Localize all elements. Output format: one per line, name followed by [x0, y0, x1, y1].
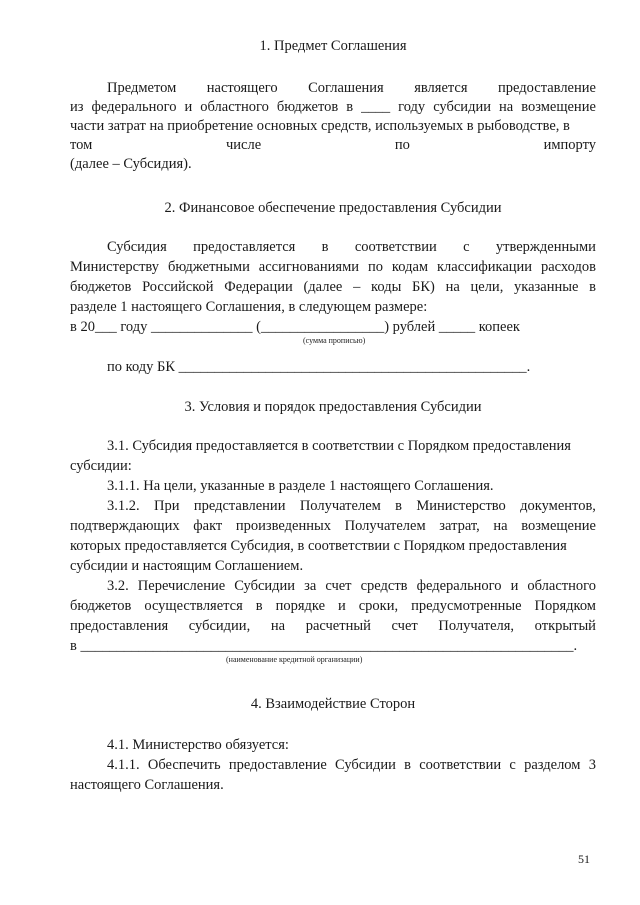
s3-line-0 [107, 437, 596, 455]
word: настоящего [206, 80, 278, 96]
word: с [509, 757, 516, 773]
word: возмещение [521, 518, 596, 534]
word: бюджетов [276, 99, 339, 115]
word: в [395, 498, 403, 514]
word: по [367, 259, 383, 275]
s3-line-1 [70, 457, 596, 475]
word: в [321, 239, 329, 255]
word: субсидии [433, 99, 491, 115]
word: бюджетов [70, 279, 132, 295]
word: (далее [303, 279, 343, 295]
word: на [498, 99, 514, 115]
s1-line-0 [107, 79, 596, 97]
word: ассигнованиями [258, 259, 360, 275]
word: Обеспечить [147, 757, 221, 773]
word: Субсидия [107, 239, 167, 255]
word: бюджетными [167, 259, 250, 275]
word: субсидии, [188, 618, 251, 634]
word: возмещение [521, 99, 596, 115]
s1-line-3 [70, 136, 596, 154]
s3-line-5 [70, 537, 596, 555]
word: разделе 1 настоящего Соглашения, в следующем размере: [70, 299, 428, 315]
section-2-heading: 2. Финансовое обеспечение предоставления Субсидии [164, 200, 502, 216]
s4-line-0 [107, 736, 596, 754]
word: Субсидии [335, 757, 396, 773]
s3-line-7 [107, 577, 596, 595]
word: субсидии: [70, 458, 132, 474]
word: соответствии [354, 239, 437, 255]
amount-line: в 20___ году ______________ (_________________) рублей _____ копеек [70, 319, 520, 335]
word: части затрат на приобретение основных средств, используемых в рыбоводстве, в [70, 118, 570, 134]
section-4-heading: 4. Взаимодействие Сторон [250, 696, 416, 712]
word: БК) [412, 279, 435, 295]
s1-line-1 [70, 98, 596, 116]
word: за [304, 578, 317, 594]
word: счет [325, 578, 352, 594]
word: импорту [543, 137, 596, 153]
word: Федерации [224, 279, 293, 295]
word: в [404, 757, 411, 773]
word: 4.1.1. [107, 757, 140, 773]
word: и [184, 99, 193, 115]
word: на [445, 279, 460, 295]
word: в [346, 99, 354, 115]
word: Перечисление [137, 578, 226, 594]
word: бюджетов [70, 598, 132, 614]
word: Порядком [534, 598, 596, 614]
word: которых предоставляется Субсидия, в соответствии с Порядком предоставления [70, 538, 567, 554]
s1-line-2 [70, 117, 596, 135]
word: том [70, 137, 93, 153]
word: предоставление [498, 80, 596, 96]
word: по [394, 137, 410, 153]
word: 3.1.1. На цели, указанные в разделе 1 настоящего Соглашения. [107, 478, 494, 494]
word: 3.1.2. [107, 498, 140, 514]
word: году [398, 99, 426, 115]
word: классификации [437, 259, 533, 275]
word: представлении [193, 498, 286, 514]
bk-line: по коду БК ________________________________________________. [107, 359, 531, 375]
word: факт [193, 518, 223, 534]
word: настоящего Соглашения. [70, 777, 224, 793]
section-3-heading: 3. Условия и порядок предоставления Субсидии [184, 399, 482, 415]
bank-note: (наименование кредитной организации) [226, 655, 363, 664]
word: соответствии [419, 757, 502, 773]
word: коды [371, 279, 402, 295]
word: на [493, 518, 508, 534]
s4-line-1 [107, 756, 596, 774]
word: указанные [514, 279, 579, 295]
word: Министерству [70, 259, 160, 275]
word: и [510, 578, 519, 594]
word: из [70, 99, 84, 115]
word: Получателем [299, 498, 381, 514]
word: в [589, 279, 596, 295]
word: цели, [470, 279, 504, 295]
word: открытый [534, 618, 596, 634]
s2-line-2 [70, 278, 596, 296]
word: в [255, 598, 263, 614]
word: и [338, 598, 346, 614]
section-1-heading: 1. Предмет Соглашения [259, 38, 407, 54]
word: 3.1. Субсидия предоставляется в соответствии с Порядком предоставления [107, 438, 571, 454]
word: субсидии и настоящим Соглашением. [70, 558, 304, 574]
s3-line-2 [107, 477, 596, 495]
word: является [414, 80, 468, 96]
word: федерального [91, 99, 177, 115]
s2-line-3 [70, 298, 596, 316]
word: осуществляется [144, 598, 243, 614]
word: сроки, [358, 598, 399, 614]
word: Получателя, [438, 618, 515, 634]
word: на [270, 618, 286, 634]
s3-line-9 [70, 617, 596, 635]
word: подтверждающих [70, 518, 180, 534]
word: счет [391, 618, 418, 634]
word: Получателем [344, 518, 426, 534]
word: Предметом [107, 80, 177, 96]
s3-line-4 [70, 517, 596, 535]
word: кодам [391, 259, 429, 275]
word: расчетный [305, 618, 371, 634]
word: областного [200, 99, 269, 115]
word: ____ [361, 99, 391, 115]
amount-note: (сумма прописью) [303, 336, 366, 345]
word: предусмотренные [411, 598, 522, 614]
bank-line: в ____________________________________________________________________. [70, 638, 578, 654]
word: расходов [540, 259, 596, 275]
page-number: 51 [578, 852, 590, 866]
word: – [353, 279, 361, 295]
word: При [153, 498, 180, 514]
s2-line-1 [70, 258, 596, 276]
word: 3 [588, 757, 596, 773]
word: предоставления [70, 618, 169, 634]
word: числе [226, 137, 262, 153]
word: разделом [524, 757, 581, 773]
word: затрат, [439, 518, 480, 534]
word: 3.2. [107, 578, 129, 594]
word: Соглашения [308, 80, 384, 96]
word: предоставление [228, 757, 327, 773]
word: Субсидии [234, 578, 296, 594]
s1-line-4 [70, 155, 596, 173]
s3-line-6 [70, 557, 596, 575]
word: Министерство [416, 498, 506, 514]
s3-line-8 [70, 597, 596, 615]
s4-line-2 [70, 776, 596, 794]
word: предоставляется [193, 239, 296, 255]
word: областного [527, 578, 596, 594]
s2-line-0 [107, 238, 596, 256]
word: документов, [520, 498, 596, 514]
word: федерального [416, 578, 502, 594]
word: средств [360, 578, 408, 594]
word: утвержденными [495, 239, 596, 255]
s3-line-3 [107, 497, 596, 515]
word: произведенных [235, 518, 331, 534]
word: порядке [275, 598, 326, 614]
word: 4.1. Министерство обязуется: [107, 737, 289, 753]
word: Российской [142, 279, 214, 295]
word: с [463, 239, 470, 255]
word: (далее – Субсидия). [70, 156, 192, 172]
